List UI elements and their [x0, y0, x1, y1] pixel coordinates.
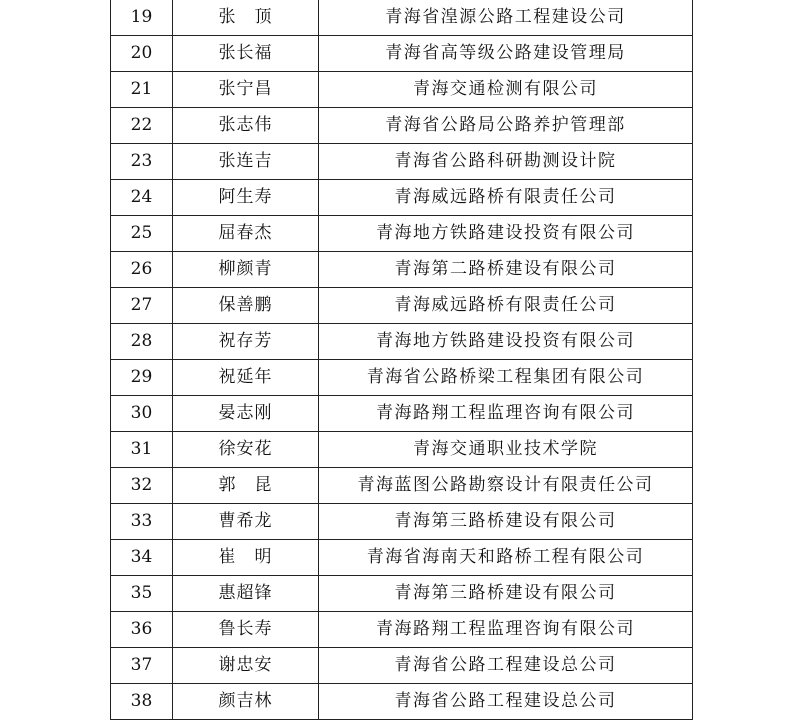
row-number: 32	[111, 468, 173, 504]
organization-name: 青海省公路工程建设总公司	[319, 684, 693, 720]
organization-name: 青海路翔工程监理咨询有限公司	[319, 612, 693, 648]
row-number: 31	[111, 432, 173, 468]
row-number: 21	[111, 72, 173, 108]
organization-name: 青海地方铁路建设投资有限公司	[319, 324, 693, 360]
table-row	[111, 684, 693, 720]
organization-name: 青海省公路局公路养护管理部	[319, 108, 693, 144]
person-name: 张志伟	[173, 108, 319, 144]
row-number: 38	[111, 684, 173, 720]
row-number: 35	[111, 576, 173, 612]
row-number: 37	[111, 648, 173, 684]
table-row	[111, 396, 693, 432]
table-row	[111, 360, 693, 396]
row-number: 27	[111, 288, 173, 324]
organization-name: 青海路翔工程监理咨询有限公司	[319, 396, 693, 432]
row-number: 24	[111, 180, 173, 216]
table-row	[111, 612, 693, 648]
organization-name: 青海省公路桥梁工程集团有限公司	[319, 360, 693, 396]
row-number: 19	[111, 0, 173, 36]
row-number: 26	[111, 252, 173, 288]
person-name: 柳颜青	[173, 252, 319, 288]
table-row	[111, 648, 693, 684]
row-number: 20	[111, 36, 173, 72]
table-row	[111, 36, 693, 72]
table-body	[111, 0, 693, 720]
person-name: 曹希龙	[173, 504, 319, 540]
table-row	[111, 144, 693, 180]
organization-name: 青海地方铁路建设投资有限公司	[319, 216, 693, 252]
person-name: 屈春杰	[173, 216, 319, 252]
organization-name: 青海第三路桥建设有限公司	[319, 504, 693, 540]
organization-name: 青海省高等级公路建设管理局	[319, 36, 693, 72]
person-name: 张宁昌	[173, 72, 319, 108]
person-name: 阿生寿	[173, 180, 319, 216]
person-name: 惠超锋	[173, 576, 319, 612]
organization-name: 青海蓝图公路勘察设计有限责任公司	[319, 468, 693, 504]
table-row	[111, 540, 693, 576]
person-name: 祝存芳	[173, 324, 319, 360]
person-name: 张 顶	[173, 0, 319, 36]
table-row	[111, 576, 693, 612]
organization-name: 青海交通职业技术学院	[319, 432, 693, 468]
table-row	[111, 324, 693, 360]
table-row	[111, 288, 693, 324]
person-name: 徐安花	[173, 432, 319, 468]
personnel-table	[110, 0, 693, 720]
person-name: 鲁长寿	[173, 612, 319, 648]
row-number: 28	[111, 324, 173, 360]
person-name: 郭 昆	[173, 468, 319, 504]
table-row	[111, 504, 693, 540]
person-name: 张长福	[173, 36, 319, 72]
table-row	[111, 72, 693, 108]
row-number: 34	[111, 540, 173, 576]
row-number: 22	[111, 108, 173, 144]
person-name: 保善鹏	[173, 288, 319, 324]
organization-name: 青海第二路桥建设有限公司	[319, 252, 693, 288]
table-row	[111, 216, 693, 252]
organization-name: 青海省公路科研勘测设计院	[319, 144, 693, 180]
table-row	[111, 0, 693, 36]
row-number: 29	[111, 360, 173, 396]
table-row	[111, 468, 693, 504]
row-number: 33	[111, 504, 173, 540]
organization-name: 青海交通检测有限公司	[319, 72, 693, 108]
person-name: 张连吉	[173, 144, 319, 180]
organization-name: 青海威远路桥有限责任公司	[319, 288, 693, 324]
row-number: 36	[111, 612, 173, 648]
table-row	[111, 108, 693, 144]
person-name: 祝延年	[173, 360, 319, 396]
row-number: 30	[111, 396, 173, 432]
person-name: 晏志刚	[173, 396, 319, 432]
organization-name: 青海威远路桥有限责任公司	[319, 180, 693, 216]
table-row	[111, 180, 693, 216]
table-row	[111, 432, 693, 468]
organization-name: 青海第三路桥建设有限公司	[319, 576, 693, 612]
organization-name: 青海省湟源公路工程建设公司	[319, 0, 693, 36]
row-number: 25	[111, 216, 173, 252]
organization-name: 青海省公路工程建设总公司	[319, 648, 693, 684]
person-name: 谢忠安	[173, 648, 319, 684]
row-number: 23	[111, 144, 173, 180]
table-row	[111, 252, 693, 288]
person-name: 崔 明	[173, 540, 319, 576]
person-name: 颜吉林	[173, 684, 319, 720]
organization-name: 青海省海南天和路桥工程有限公司	[319, 540, 693, 576]
